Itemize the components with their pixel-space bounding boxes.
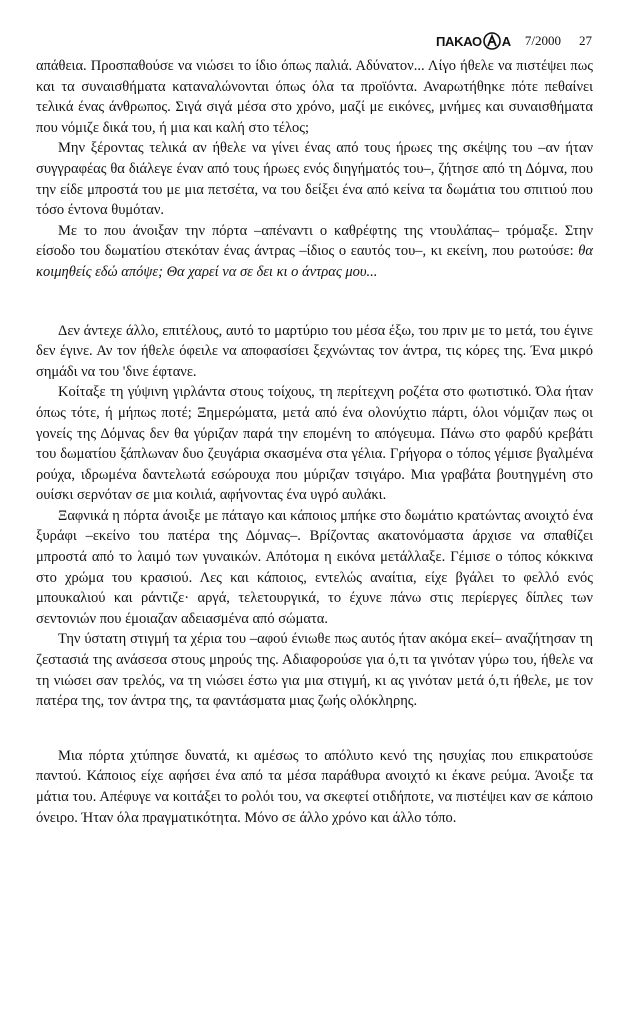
italic-dialogue: θα κοιμηθείς εδώ απόψε; Θα χαρεί να σε δει κι ο άντρας μου... (36, 243, 593, 280)
paragraph-text: Με το που άνοιξαν την πόρτα –απέναντι ο καθρέφτης της ντουλάπας– τρόμαξε. Στην είσοδο του δωματίου στεκόταν ένας άντρας –ίδιος ο εαυτός του–, κι εκείνη, που ρωτούσε: (36, 222, 593, 260)
paragraph: απάθεια. Προσπαθούσε να νιώσει το ίδιο όπως παλιά. Αδύνατον... Λίγο ήθελε να πιστέψει πως και τα συναισθήματα καταναλώνονται όπως όλα τα προϊόντα. Αναρωτήθηκε πότε πεθαίνει τελικά ένας άνθρωπος. Σιγά σιγά μέσα στο χρόνο, μαζί με εικόνες, μνήμες και συναισθήματα που νόμιζε δικά του, ή μια και καλή στο τέλος; (36, 58, 593, 136)
paragraph: Την ύστατη στιγμή τα χέρια του –αφού ένιωθε πως αυτός ήταν ακόμα εκεί– αναζήτησαν τη ζεστασιά της ανάσεσα στους μηρούς της. Αδιαφορούσε για ό,τι τα γινόταν γύρω του, ήθελε να τη νιώσει σαν τρελός, να τη νιώσει έστω για μια στιγμή, κι ας γινόταν μετά ό,τι ήθελε, με τον πατέρα της, τον άντρα της, τα φαντάσματα μιας ζωής ολόκληρης. (36, 631, 593, 710)
page-number: 27 (579, 33, 592, 48)
article-body (36, 56, 593, 828)
section-break (36, 283, 593, 321)
paragraph: Κοίταξε τη γύψινη γιρλάντα στους τοίχους, τη περίτεχνη ροζέτα στο φωτιστικό. Όλα ήταν όπως τότε, ή μήπως ποτέ; Ξημερώματα, μετά από ένα ολονύχτιο πάρτι, όλοι νόμιζαν πως οι γονείς της Δόμνας δεν θα γύριζαν παρά την επομένη το απόγευμα. Πάνω στο φαρδύ κρεβάτι του δωματίου ξάπλωναν δυο ζευγάρια σκασμένα στα γέλια. Γρήγορα ο τόπος γέμισε βγαλμένα ρούχα, ιδρωμένα δαντελωτά εσώρουχα που μύριζαν τσιγάρο. Μια γραβάτα βουτηγμένη στο ουίσκι σερνόταν σε μια κοιλιά, αφήνοντας ένα υγρό αυλάκι. (36, 384, 593, 504)
paragraph: Ξαφνικά η πόρτα άνοιξε με πάταγο και κάποιος μπήκε στο δωμάτιο κρατώντας ανοιχτό ένα ξυράφι –εκείνο του πατέρα της Δόμνας–. Βρίζοντας ακατονόμαστα άρχισε να σπαθίζει μπροστά από το λαιμό των γυναικών. Απότομα η εικόνα μετάλλαξε. Γέμισε ο τόπος κόκκινα στο χρώμα του κρασιού. Λες και κάποιος, εντελώς αναίτια, είχε βγάλει το φελλό ενός μπουκαλιού και ράντιζε· αργά, τελετουργικά, το έχυνε πάνω στις περίεργες δίπλες των σεντονιών που έμοιαζαν αδειασμένα από σώματα. (36, 507, 593, 627)
paragraph-with-dialogue (36, 221, 593, 283)
logo-text-right: Α (501, 33, 511, 49)
paragraph: Μην ξέροντας τελικά αν ήθελε να γίνει ένας από τους ήρωες της σκέψης του –αν ήταν συγγραφέας θα διάλεγε έναν από τους ήρωες ενός διηγήματός του–, ζήτησε από τη Δόμνα, που την είδε μπροστά του με μια πετσέτα, να του δείξει ένα από κείνα τα δωμάτια του σπιτιού που τόσο έντονα θυμόταν. (36, 140, 593, 219)
issue-date: 7/2000 (524, 33, 561, 48)
section-break (36, 712, 593, 746)
logo-text-left: ΠΑΚΑΟ (435, 33, 482, 49)
running-header (392, 31, 592, 51)
paragraph: Μια πόρτα χτύπησε δυνατά, κι αμέσως το απόλυτο κενό της ησυχίας που επικρατούσε παντού. Κάποιος είχε αφήσει ένα από τα μέσα παράθυρα ανοιχτό κι έκανε ρεύμα. Άνοιξε τα μάτια του. Απέφυγε να κοιτάξει το ρολόι του, να σκεφτεί οτιδήποτε, να πιστέψει καν σε κάποιο όνειρο. Ήταν όλα πραγματικότητα. Μόνο σε άλλο χρόνο και άλλο τόπο. (36, 747, 593, 826)
paragraph: Δεν άντεχε άλλο, επιτέλους, αυτό το μαρτύριο του μέσα έξω, του πριν με το μετά, του έγινε δεν έγινε. Αν τον ήθελε όφειλε να αποφασίσει ξεχνώντας τον άντρα, τις κόρες της. Ένα μικρό σημάδι να του 'δινε έφτανε. (36, 322, 593, 380)
logo-circle-icon (483, 32, 501, 50)
magazine-logo (436, 32, 511, 50)
